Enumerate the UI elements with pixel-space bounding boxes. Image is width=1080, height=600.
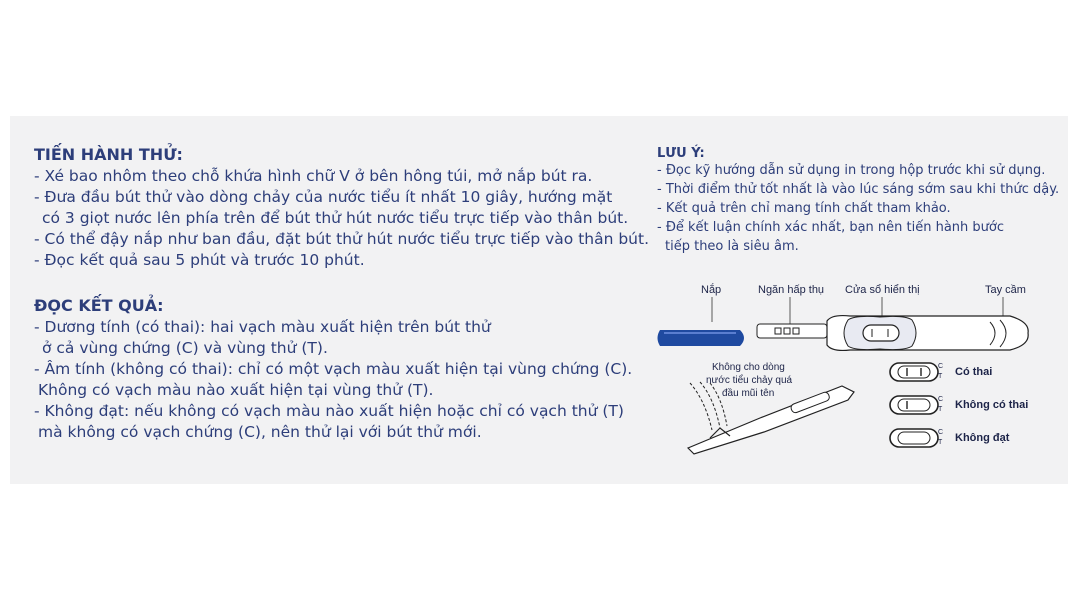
procedure-line: - Đưa đầu bút thử vào dòng chảy của nước tiểu ít nhất 10 giây, hướng mặt	[34, 188, 613, 206]
result-not-pregnant-icon	[890, 396, 938, 414]
pregnant-label: Có thai	[955, 366, 993, 378]
window-label: Cửa sổ hiển thị	[845, 284, 920, 296]
result-line: ở cả vùng chứng (C) và vùng thử (T).	[42, 339, 328, 357]
c-mark: C	[938, 396, 944, 403]
result-title: ĐỌC KẾT QUẢ:	[34, 296, 164, 315]
absorbent-tip	[757, 324, 827, 338]
result-line: mà không có vạch chứng (C), nên thử lại với bút thử mới.	[38, 423, 482, 441]
note-line: - Thời điểm thử tốt nhất là vào lúc sáng sớm sau khi thức dậy.	[657, 182, 1060, 197]
result-line: Không có vạch màu nào xuất hiện tại vùng thử (T).	[38, 381, 434, 399]
procedure-line: - Đọc kết quả sau 5 phút và trước 10 phút.	[34, 251, 365, 269]
procedure-line: có 3 giọt nước lên phía trên để bút thử hút nước tiểu trực tiếp vào thân bút.	[42, 209, 629, 227]
t-mark: T	[938, 439, 943, 446]
drop-mark	[793, 328, 799, 334]
procedure-title: TIẾN HÀNH THỬ:	[34, 145, 183, 164]
t-mark: T	[938, 373, 943, 380]
result-pregnant-icon	[890, 363, 938, 381]
cap-label: Nắp	[701, 284, 722, 296]
drop-mark	[784, 328, 790, 334]
result-line: - Không đạt: nếu không có vạch màu nào xuất hiện hoặc chỉ có vạch thử (T)	[34, 402, 624, 420]
drop-mark	[775, 328, 781, 334]
result-window	[863, 325, 899, 341]
procedure-line: - Có thể đậy nắp như ban đầu, đặt bút thử hút nước tiểu trực tiếp vào thân bút.	[34, 230, 650, 248]
result-line: - Dương tính (có thai): hai vạch màu xuất hiện trên bút thử	[34, 318, 491, 336]
note-line: - Để kết luận chính xác nhất, bạn nên tiến hành bước	[657, 220, 1005, 235]
result-invalid-icon	[890, 429, 938, 447]
c-mark: C	[938, 363, 944, 370]
t-mark: T	[938, 406, 943, 413]
not-pregnant-label: Không có thai	[955, 399, 1029, 411]
result-line: - Âm tính (không có thai): chỉ có một vạch màu xuất hiện tại vùng chứng (C).	[34, 360, 633, 378]
handle-label: Tay cầm	[985, 284, 1026, 296]
stream-label-1: Không cho dòng	[712, 362, 785, 373]
procedure-line: - Xé bao nhôm theo chỗ khứa hình chữ V ở bên hông túi, mở nắp bút ra.	[34, 167, 593, 185]
absorb-label: Ngăn hấp thụ	[758, 284, 825, 296]
invalid-label: Không đạt	[955, 432, 1010, 444]
note-line: - Đọc kỹ hướng dẫn sử dụng in trong hộp trước khi sử dụng.	[657, 163, 1046, 178]
c-mark: C	[938, 429, 944, 436]
stream-label-3: đầu mũi tên	[722, 388, 775, 399]
note-title: LƯU Ý:	[657, 146, 705, 161]
note-line: - Kết quả trên chỉ mang tính chất tham khảo.	[657, 201, 951, 216]
note-line: tiếp theo là siêu âm.	[665, 239, 799, 254]
stream-label-2: nước tiểu chảy quá	[706, 375, 793, 386]
